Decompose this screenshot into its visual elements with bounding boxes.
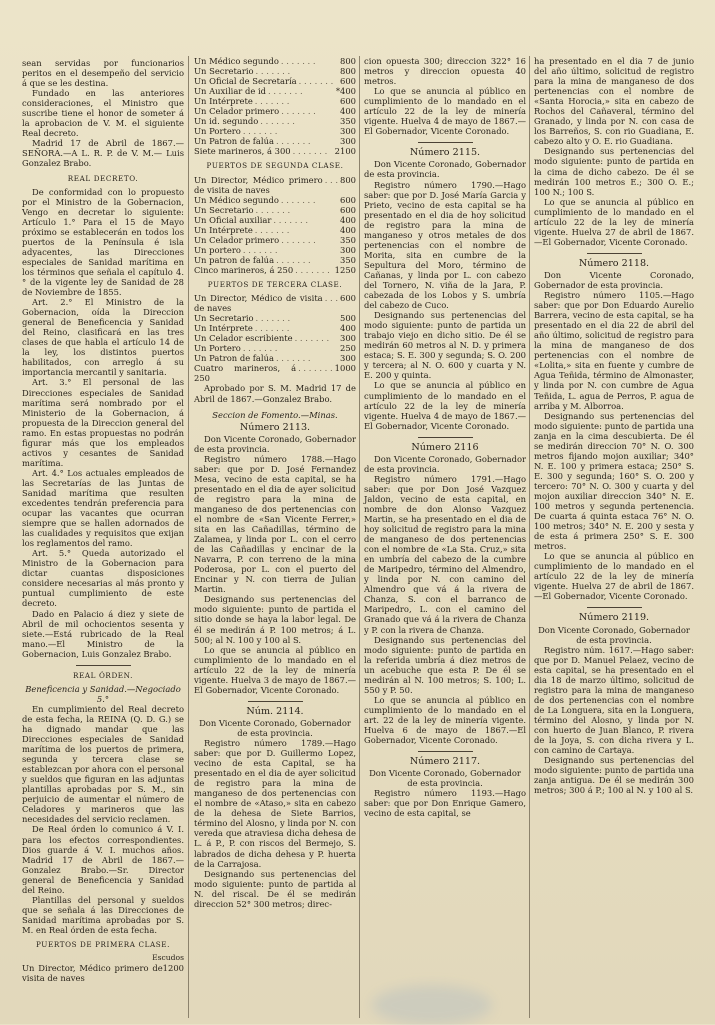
paragraph: Plantillas del personal y sueldos que se señala á las Direcciones de Sanidad marítima aprobadas por S. M. en Real órden de esta fecha. (22, 894, 184, 935)
staff-value: 500 (340, 313, 356, 324)
separator (587, 253, 642, 254)
staff-row: Un Patron de falúa . . . . . . . 300 (194, 136, 356, 147)
staff-label: Un Intérprete (194, 323, 253, 334)
staff-row (22, 963, 184, 983)
staff-label: Un Secretario (194, 204, 254, 215)
staff-value: 1000 (334, 363, 356, 374)
staff-value: 300 (340, 126, 356, 137)
staff-label: Un portero (194, 244, 241, 255)
staff-value: 250 (340, 343, 356, 354)
staff-label: Un Médico segundo (194, 194, 279, 205)
staff-row: Siete marineros, á 300 . . . . . . . 2100 (194, 146, 356, 157)
paragraph: De Real órden lo comunico á V. I. para los efectos correspondientes. Dios guarde á V. I. muchos años. Madrid 17 de Abril de 1867.—Gonzalez Brabo.—Sr. Director general de Beneficencia y Sanidad del Reino. (22, 824, 184, 895)
staff-table-second-class (194, 175, 356, 275)
section-heading: PUERTOS DE PRIMERA CLASE. (36, 939, 170, 949)
paragraph: Designando sus pertenencias del modo siguiente: punto de partida en la referida umbría á diez metros de un acebuche que esta P. De él se medirán al N. 100 metros; S. 100; L. 550 y P. 50. (364, 634, 526, 695)
staff-label: Un Auxiliar de id (194, 86, 266, 97)
staff-value: 800 (340, 66, 356, 77)
staff-value: 350 (340, 234, 356, 245)
staff-value: 300 (340, 244, 356, 255)
paragraph: Don Vicente Coronado, Gobernador de esta provincia. (194, 433, 356, 454)
section-heading: REAL DECRETO. (67, 173, 139, 183)
notice-number: Número 2113. (239, 421, 311, 433)
paragraph: Don Vicente Coronado, Gobernador de esta provincia. (538, 624, 690, 645)
staff-label: Un Intérprete (194, 96, 253, 107)
paragraph: Lo que se anuncia al público en cumplimiento de lo mandado en el artículo 22 de la ley de minería vigente. Huelva 4 de mayo de 1867.—El Gobernador, Vicente Coronado. (364, 86, 526, 137)
notice-number: Número 2115. (409, 147, 481, 159)
staff-value: 400 (340, 224, 356, 235)
staff-row: Un Intérprete . . . . . . . 400 (194, 323, 356, 334)
staff-label: Un Intérprete (194, 224, 253, 235)
staff-value: 350 (340, 116, 356, 127)
staff-value: 400 (340, 323, 356, 334)
staff-row: Un Intérprete . . . . . . . 600 (194, 96, 356, 107)
staff-row: Un Intérprete . . . . . . . 400 (194, 224, 356, 235)
paragraph: Art. 3.° El personal de las Direcciones especiales de Sanidad marítima será nombrado por el Ministerio de la Gobernacion, á propuesta de la Direccion general del ramo. En estas propuestas no podrán figurar más que los empleados activos y cesantes de Sanidad marítima. (22, 377, 184, 468)
staff-row: Un Director, Médico de visita de naves . . . 600 (194, 293, 356, 314)
staff-row: Un Secretario . . . . . . . 600 (194, 204, 356, 215)
staff-label: Un Médico segundo (194, 56, 279, 66)
paragraph: Registro número 1791.—Hago saber: que por Don José Vazquez Jaldon, vecino de esta capital, en nombre de don Alonso Vazquez Martin, se ha presentado en el dia de hoy solicitud de registro para la mina de manganeso de dos pertenencias con el nombre de «La Sta. Cruz,» sita en umbría del cabezo de la cumbre de Maripedro, término del Almendro, y linda por N. con camino del Almendro que vá á la rivera de Chanza, S. con el barranco de Maripedro, L. con el camino del Granado que vá á la rivera de Chanza y P. con la rivera de Chanza. (364, 473, 526, 635)
column-3 (364, 56, 526, 1018)
staff-value: 600 (340, 204, 356, 215)
staff-table-third-class (194, 293, 356, 383)
staff-label: Un Celador primero (194, 106, 280, 117)
paragraph: Designando sus pertenencias del modo siguiente: punto de partida una zanja antigua. De él se medirán 300 metros; 300 á P.; 100 al N. y 100 al S. (534, 755, 695, 796)
separator (76, 665, 131, 666)
paragraph: Lo que se anuncia al público en cumplimiento de lo mandado en el artículo 22 de la ley de minería vigente. Huelva 3 de mayo de 1867.—El Gobernador, Vicente Coronado. (194, 644, 356, 695)
paragraph: cion opuesta 300; direccion 322° 16 metros y direccion opuesta 40 metros. (364, 56, 526, 87)
staff-label: Un Director, Médico de visita de naves (194, 293, 323, 314)
staff-value: *400 (335, 86, 356, 97)
paragraph: Designando sus pertenencias del modo siguiente: punto de partida un trabajo viejo en dicho sitio. De él se medirán 60 metros al N. D. y primera estaca; S. E. 300 y segunda; S. O. 200 y tercera; al N. O. 600 y cuarta y N. E. 200 y quinta. (364, 310, 526, 381)
staff-value: 2100 (334, 146, 356, 157)
notice-number: Núm. 2114. (246, 705, 304, 717)
staff-label: Un Celador escribiente (194, 333, 293, 344)
paragraph: De conformidad con lo propuesto por el Ministro de la Gobernacion, Vengo en decretar lo siguiente: Artículo 1.° Para el 15 de Mayo próximo se establecerán en todos los puertos de la Península é isla adyacentes, las Direcciones especiales de Sanidad marítima en los términos que señala el capítulo 4.° de la vigente ley de Sanidad de 28 de Noviembre de 1855. (22, 186, 184, 298)
staff-label: Cinco marineros, á 250 (194, 264, 294, 275)
staff-label: Un id. segundo (194, 116, 259, 127)
paragraph: Registro número 1790.—Hago saber: que por D. José María Garcia y Prieto, vecino de esta capital se ha presentado en el dia de hoy solicitud de registro para la mina de manganeso y otros metales de dos pertenencias con el nombre de Morita, sita en cumbre de la Sepultura del Moro, término de Cañanas, y linda por L. con cabezo del Tornero, N. viña de la Jara, P. cabezada de los Lobos y S. umbría del cabezo de Cuco. (364, 179, 526, 311)
staff-row: Un Médico segundo . . . . . . . 600 (194, 194, 356, 205)
staff-row: Un Celador primero . . . . . . . 400 (194, 106, 356, 117)
staff-table-first-class (194, 56, 356, 156)
staff-label: Un Secretario (194, 313, 254, 324)
separator (418, 142, 473, 143)
staff-label: Un Celador primero (194, 234, 280, 245)
separator (418, 437, 473, 438)
staff-label: Un Secretario (194, 66, 254, 77)
paragraph: Fundado en las anteriores consideraciones, el Ministro que suscribe tiene el honor de someter á la aprobacion de V. M. el siguiente Real decreto. (22, 88, 184, 139)
staff-value: 300 (340, 333, 356, 344)
staff-row: Un Celador escribiente . . . . . . . 300 (194, 333, 356, 344)
staff-row: Un portero . . . . . . . 300 (194, 244, 356, 255)
paragraph: Registro número 1193.—Hago saber: que por Don Enrique Gamero, vecino de esta capital, se (364, 788, 526, 819)
paragraph: Art. 5.° Queda autorizado el Ministro de la Gobernacion para dictar cuantas disposiciones considere necesarias al más pronto y puntual cumplimiento de este decreto. (22, 548, 184, 609)
section-heading: PUERTOS DE SEGUNDA CLASE. (206, 161, 344, 171)
staff-label: Un Portero (194, 343, 241, 354)
signature: Madrid 17 de Abril de 1867.— SEÑORA.—A L. R. P. de V. M.— Luis Gonzalez Brabo. (22, 138, 184, 169)
staff-value: 600 (340, 96, 356, 107)
paragraph: Designando sus pertenencias del modo siguiente: punto de partida una zanja en la cima descubierta. De él se medirán direccion 70° N. O. 300 metros fijando mojon auxiliar; 340° N. E. 100 y primera estaca; 250° S. E. 300 y segunda; 160° S. O. 200 y tercero: 70° N. O. 300 y cuarta y del mojon auxiliar direccion 340° N. E. 100 metros y segunda pertenencia. De cuarta á quinta estaca 76° N. O. 100 metros; 340° N. E. 200 y sesta y de esta á primera 250° S. E. 300 metros. (534, 410, 695, 552)
staff-label: Un Oficial de Secretaría (194, 76, 297, 87)
currency-label: Escudos (152, 953, 184, 963)
paragraph: Don Vicente Coronado, Gobernador de esta provincia. (534, 269, 694, 290)
staff-label: Un Patron de falúa (194, 136, 274, 147)
staff-value: 600 (340, 76, 356, 87)
staff-row: Un Celador primero . . . . . . . 350 (194, 234, 356, 245)
staff-row: Un Portero . . . . . . . 250 (194, 343, 356, 354)
staff-label: Cuatro marineros, á 250 (194, 363, 297, 384)
paragraph: Registro número 1788.—Hago saber: que por D. José Fernandez Mesa, vecino de esta capital, se ha presentado en el dia de ayer solicitud de registro para la mina de manganeso de dos pertenencias con el nombre de «San Vicente Ferrer,» sita en las Cañadillas, término de Zalamea, y linda por L. con el cerro de las Cañadillas y encinar de la Navarra, P. con terreno de la mina Poderosa, por L. con el puerto del Encinar y N. con tierra de Julian Martin. (194, 453, 356, 595)
staff-row: Un patron de falúa . . . . . . . 350 (194, 254, 356, 265)
paragraph: Don Vicente Coronado, Gobernador de esta provincia. (369, 768, 521, 789)
staff-row: Un Auxiliar de id . . . . . . . *400 (194, 86, 356, 97)
column-2 (194, 56, 356, 1018)
staff-label: Un Patron de falúa (194, 353, 274, 364)
paragraph: Designando sus pertenencias del modo siguiente: punto de partida el sitio donde se haya la labor legal. De él se medirán á P. 100 metros; á L. 500; al N. 100 y 100 al S. (194, 594, 356, 645)
staff-value: 600 (340, 194, 356, 205)
paragraph: Registro núm. 1617.—Hago saber: que por D. Manuel Pelaez, vecino de esta capital, se ha presentado en el dia 18 de marzo último, solicitud de registro para la mina de manganeso de dos pertenencias con el nombre de La Longuera, sita en la Longuera, término del Alosno, y linda por N. con huerto de Juan Blanco, P. rivera de la Joya, S. con dicha rivera y L. con camino de Cartaya. (534, 644, 694, 756)
paragraph: Don Vicente Coronado, Gobernador de esta provincia. (364, 453, 526, 474)
staff-row: Un Director, Médico primero de visita de naves . . . 800 (194, 174, 356, 195)
staff-value: 300 (340, 136, 356, 147)
paragraph: Designando sus pertenencias del modo siguiente: punto de partida en la cima de dicho cabezo. De él se medirán 100 metros E.; 300 O. E.; 100 N.; 100 S. (534, 146, 694, 197)
paragraph: ha presentado en el dia 7 de junio del año último, solicitud de registro para la mina de manganeso de dos pertenencias con el nombre de «Santa Horocia,» sita en cabezo de Rochos del Cañaveral, término del Granado, y linda por N. con casa de los Barreños, S. con rio Guadiana, E. cabezo alto y O. E. rio Guadiana. (534, 56, 694, 147)
paragraph: Don Vicente Coronado, Gobernador de esta provincia. (364, 159, 526, 180)
staff-row: Un Secretario . . . . . . . 500 (194, 313, 356, 324)
column-1 (22, 58, 184, 1018)
staff-value: 600 (340, 293, 356, 304)
section-heading: Seccion de Fomento.—Minas. (212, 409, 338, 420)
paragraph: Don Vicente Coronado, Gobernador de esta provincia. (199, 717, 351, 738)
notice-number: Número 2117. (409, 756, 481, 768)
section-heading: PUERTOS DE TERCERA CLASE. (207, 279, 343, 289)
paragraph: Dado en Palacio á diez y siete de Abril de mil ochocientos sesenta y siete.—Está rubricado de la Real mano.—El Ministro de la Gobernacion, Luis Gonzalez Brabo. (22, 608, 184, 659)
paragraph: Registro número 1105.—Hago saber: que por Don Eduardo Aurelio Barrera, vecino de esta capital, se ha presentado en el dia 22 de abril del año último, solicitud de registro para la mina de manganeso de dos pertenencias con el nombre de «Lolita,» sita en fuente y cumbre de Agua Teñida, término de Almonaster, y linda por N. con cumbre de Agua Teñida, L. agua de Perros, P. agua de arriba y M. Alborroa. (534, 290, 694, 411)
staff-value: 1250 (334, 264, 356, 275)
staff-value: 1200 (162, 963, 184, 974)
column-divider (529, 56, 530, 1018)
column-4 (534, 56, 694, 1018)
notice-number: Número 2118. (578, 257, 650, 269)
staff-label: Un Portero (194, 126, 241, 137)
staff-value: 300 (340, 353, 356, 364)
staff-value: 800 (340, 174, 356, 185)
staff-label: Un Director, Médico primero de visita de naves (22, 963, 163, 984)
separator (587, 607, 642, 608)
paragraph: sean servidas por funcionarios peritos en el desempeño del servicio á que se les destina. (22, 58, 184, 89)
paragraph: Art. 2.° El Ministro de la Gobernacion, oída la Direccion general de Beneficencia y Sanidad del Reino, clasificará en las tres clases de que habla el artículo 14 de la ley, los distintos puertos habilitados, con arreglo á su importancia mercantil y sanitaria. (22, 297, 184, 378)
staff-row: Un id. segundo . . . . . . . 350 (194, 116, 356, 127)
staff-value: 400 (340, 214, 356, 225)
notice-number: Número 2116 (411, 441, 479, 453)
staff-label: Un Oficial auxiliar (194, 214, 272, 225)
paragraph: Lo que se anuncia al público en cumplimiento de lo mandado en el artículo 22 de la ley de minería vigente. Huelva 4 de mayo de 1867.—El Gobernador, Vicente Coronado. (364, 380, 526, 431)
staff-value: 400 (340, 106, 356, 117)
paragraph: Registro número 1789.—Hago saber: que por D. Guillermo Lopez, vecino de esta Capital, se ha presentado en el dia de ayer solicitud de registro para la mina de manganeso de dos pertenencias con el nombre de «Ataso,» sita en cabezo de la dehesa de Siete Barrios, término del Alosno, y linda por N. con vereda que atraviesa dicha dehesa de L. á P., P. con riscos del Bermejo, S. labrados de dicha dehesa y P. huerta de la Carrajosa. (194, 738, 356, 869)
column-divider (359, 56, 360, 1018)
paragraph: Aprobado por S. M. Madrid 17 de Abril de 1867.—Gonzalez Brabo. (194, 383, 356, 404)
staff-label: Un Director, Médico primero de visita de naves (194, 174, 323, 195)
staff-row: Un Oficial de Secretaría . . . . . . . 600 (194, 76, 356, 87)
section-heading: REAL ÓRDEN. (73, 670, 133, 680)
column-divider (188, 56, 189, 1018)
separator (418, 751, 473, 752)
paragraph: En cumplimiento del Real decreto de esta fecha, la REINA (Q. D. G.) se ha dignado mandar que las Direcciones especiales de Sanidad marítima de los puertos de primera, segunda y tercera clase se establezcan por ahora con el personal y sueldos que figuran en las adjuntas plantillas aprobadas por S. M., sin perjuicio de aumentar el número de Celadores y marineros que las necesidades del servicio reclamen. (22, 703, 184, 825)
staff-row: Un Portero . . . . . . . 300 (194, 126, 356, 137)
staff-label: Siete marineros, á 300 (194, 146, 291, 157)
staff-label: Un patron de falúa (194, 254, 275, 265)
staff-row: Un Oficial auxiliar . . . . . . . 400 (194, 214, 356, 225)
staff-row: Un Secretario . . . . . . . 800 (194, 66, 356, 77)
paragraph: Lo que se anuncia al público en cumplimiento de lo mandado en el art. 22 de la ley de minería vigente. Huelva 6 de mayo de 1867.—El Gobernador, Vicente Coronado. (364, 694, 526, 746)
ink-stain (372, 985, 492, 1025)
separator (248, 701, 303, 702)
paragraph: Designando sus pertenencias del modo siguiente: punto de partida al N. del riscal. De él se medirán direccion 52° 300 metros; direc- (194, 868, 356, 909)
staff-value: 350 (340, 254, 356, 265)
staff-row: Un Patron de falúa . . . . . . . 300 (194, 353, 356, 364)
paragraph: Lo que se anuncia al público en cumplimiento de lo mandado en el artículo 22 de la ley de minería vigente. Huelva 27 de abril de 1867.—El Gobernador, Vicente Coronado. (534, 551, 694, 602)
paragraph: Art. 4.° Los actuales empleados de las Secretarías de las Juntas de Sanidad marítima que resulten excedentes tendrán preferencia para ocupar las vacantes que ocurran siempre que se hallen adornados de las cualidades y requisitos que exijan los reglamentos del ramo. (22, 467, 184, 549)
staff-row: Cinco marineros, á 250 . . . . . . . 1250 (194, 264, 356, 275)
subsection-heading: Beneficencia y Sanidad.—Negociado 5.° (25, 683, 181, 704)
notice-number: Número 2119. (578, 612, 650, 624)
paragraph: Lo que se anuncia al público en cumplimiento de lo mandado en el artículo 22 de la ley de minería vigente. Huelva 27 de abril de 1867.—El Gobernador, Vicente Coronado. (534, 196, 694, 247)
staff-value: 800 (340, 56, 356, 66)
staff-row: Un Médico segundo . . . . . . . 800 (194, 56, 356, 66)
staff-row: Cuatro marineros, á 250 . . . . . . . 1000 (194, 363, 356, 384)
